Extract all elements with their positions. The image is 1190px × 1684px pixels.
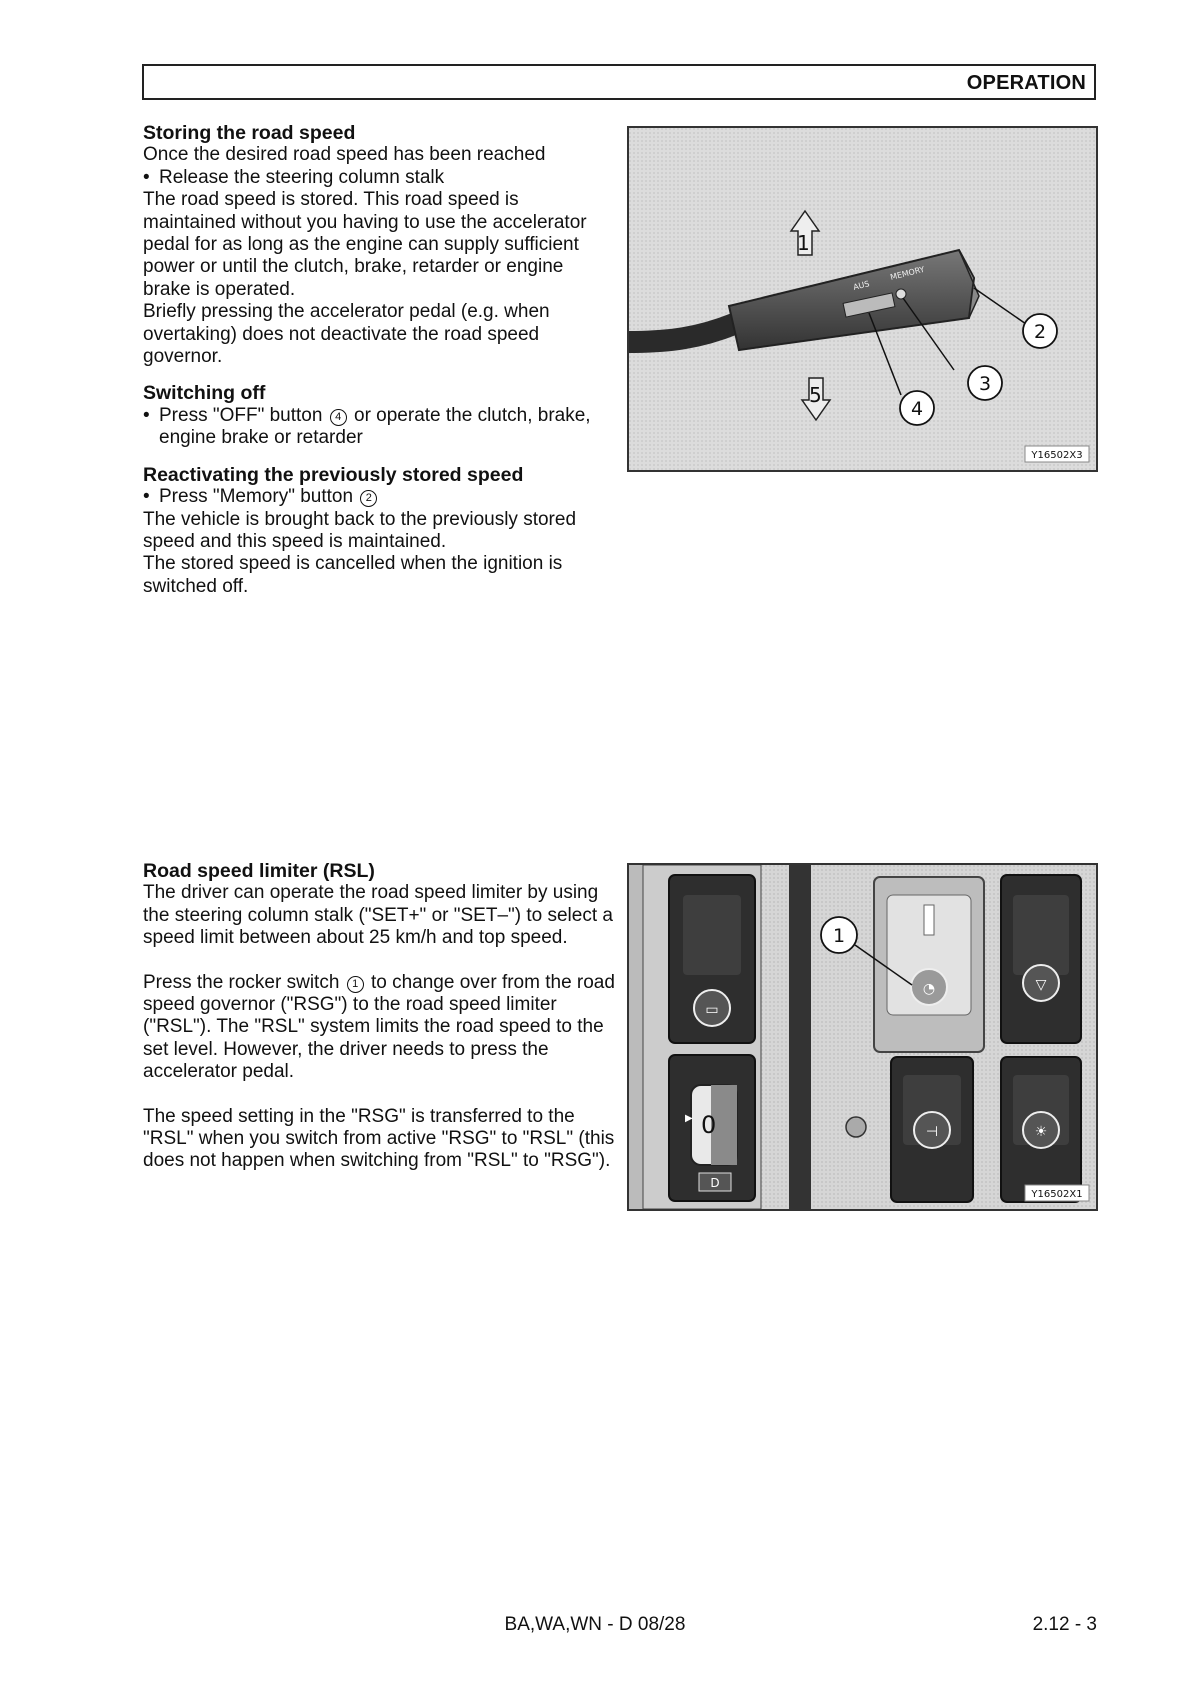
dial-value: 0 xyxy=(701,1111,717,1139)
paragraph-rocker-switch xyxy=(143,972,615,1084)
callout-ref-2: 2 xyxy=(360,490,377,507)
callout-4: 4 xyxy=(910,398,924,420)
bullet-text xyxy=(159,486,379,508)
header-bar xyxy=(142,64,1096,100)
paragraph-stored-speed-cancelled: The stored speed is cancelled when the ignition is switched off. xyxy=(143,553,563,597)
paragraph-speed-stored: The road speed is stored. This road speed is maintained without you having to use the accelerator pedal for as long as the engine can supply sufficient power or until the clutch, brake, retarder or engine brake is operated. xyxy=(143,189,587,300)
para-text-pre: Press the rocker switch xyxy=(143,971,340,993)
bullet-text xyxy=(159,405,615,450)
bullet-dot: • xyxy=(143,404,150,426)
bullet-text-pre: Press "Memory" button xyxy=(159,486,354,508)
bullet-text-post: or operate the clutch, brake, engine brake or retarder xyxy=(159,404,591,449)
footer-page-number: 2.12 - 3 xyxy=(1032,1614,1097,1635)
heading-road-speed-limiter: Road speed limiter (RSL) xyxy=(143,860,375,882)
bullet-press-off xyxy=(143,405,615,450)
differential-lock-icon: ⊣ xyxy=(925,1124,939,1140)
bullet-text: Release the steering column stalk xyxy=(159,166,445,188)
callout-ref-4: 4 xyxy=(330,409,347,426)
paragraph-desired-speed: Once the desired road speed has been reached xyxy=(143,144,546,166)
switch-panel-illustration xyxy=(629,865,1096,1209)
paragraph-vehicle-brought-back: The vehicle is brought back to the previously stored speed and this speed is maintained. xyxy=(143,508,577,552)
fog-light-icon: ☀ xyxy=(1034,1124,1048,1140)
heading-reactivating: Reactivating the previously stored speed xyxy=(143,463,524,486)
bullet-press-memory xyxy=(143,486,615,508)
callout-2: 2 xyxy=(1033,321,1047,343)
rear-defrost-icon: ▭ xyxy=(705,1002,719,1018)
paragraph-rsg-transfer: The speed setting in the "RSG" is transferred to the "RSL" when you switch from active "RSG" to "RSL" (this does not happen when switching from "RSL" to "RSG"). xyxy=(143,1105,615,1172)
callout-ref-1: 1 xyxy=(347,976,364,993)
header-title: OPERATION xyxy=(966,72,1086,94)
figure-steering-stalk xyxy=(627,126,1098,472)
text-column-upper xyxy=(143,122,615,598)
speed-limiter-icon: ◔ xyxy=(922,981,936,997)
text-column-lower xyxy=(143,860,615,1173)
callout-1: 1 xyxy=(797,231,810,255)
stalk-label-memory: MEMORY xyxy=(889,264,926,282)
figure-code: Y16502X3 xyxy=(1031,450,1083,461)
heading-switching-off: Switching off xyxy=(143,382,266,405)
screw-icon xyxy=(846,1117,866,1137)
panel-divider xyxy=(789,865,811,1209)
bullet-dot: • xyxy=(143,486,150,508)
paragraph-accelerator: Briefly pressing the accelerator pedal (e.g. when overtaking) does not deactivate the road speed governor. xyxy=(143,301,550,368)
paragraph-rsl-intro: The driver can operate the road speed limiter by using the steering column stalk ("SET+" or "SET–") to select a speed limit between about 25 km/h and top speed. xyxy=(143,882,613,949)
bullet-dot: • xyxy=(143,166,150,188)
footer-doc-ref: BA,WA,WN - D 08/28 xyxy=(504,1614,686,1635)
bullet-text-pre: Press "OFF" button xyxy=(159,404,323,426)
callout-1: 1 xyxy=(832,925,846,947)
figure-dashboard-switches xyxy=(627,863,1098,1211)
callout-5: 5 xyxy=(809,383,822,407)
stalk-illustration xyxy=(629,128,1096,470)
stalk-label-aus: AUS xyxy=(852,279,871,292)
para-text-post: to change over from the road speed governor ("RSG") to the road speed limiter ("RSL"). The "RSL" system limits the road speed to the set level. However, the driver needs to press the accelerator pedal. xyxy=(143,971,615,1083)
heading-storing-road-speed: Storing the road speed xyxy=(143,122,356,144)
figure-code: Y16502X1 xyxy=(1031,1189,1083,1200)
dial-pointer-icon: ▶ xyxy=(685,1113,693,1124)
windshield-defrost-icon: ▽ xyxy=(1035,977,1047,993)
callout-3: 3 xyxy=(978,373,992,395)
stalk-button-memory xyxy=(896,289,906,299)
bullet-release-stalk xyxy=(143,167,615,189)
dial-symbol-icon: D xyxy=(710,1176,720,1190)
